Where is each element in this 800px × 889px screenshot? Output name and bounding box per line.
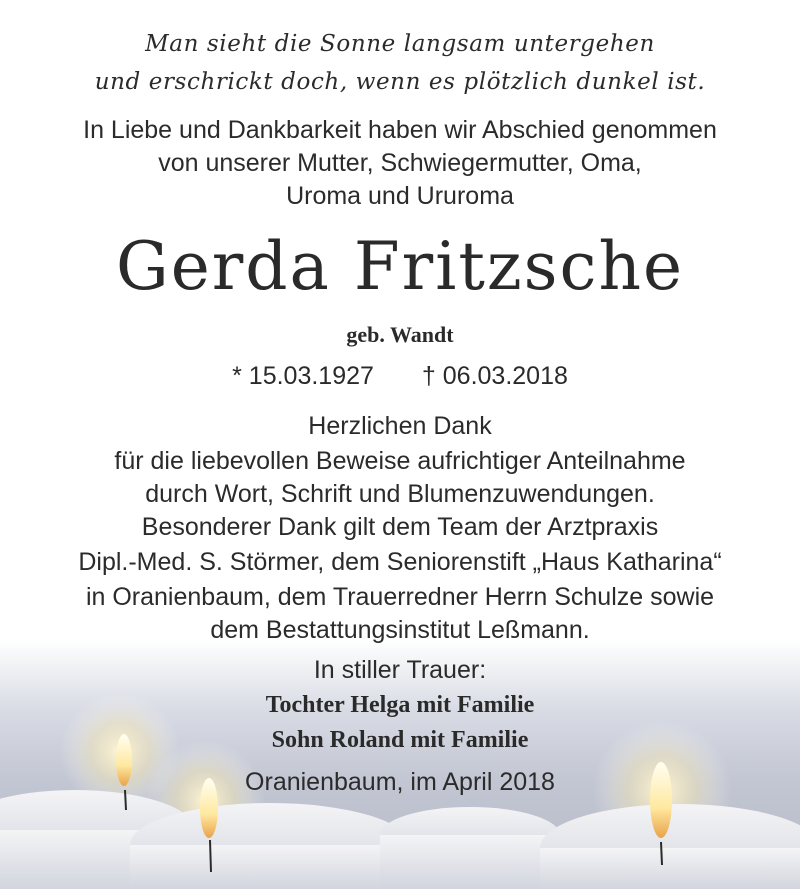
mourners-intro: In stiller Trauer: <box>313 656 487 684</box>
thanks-line: Dipl.-Med. S. Störmer, dem Seniorenstift „Haus Katharina“ <box>78 548 722 576</box>
birth-name: geb. Wandt <box>346 322 454 347</box>
deceased-name: Gerda Fritzsche <box>115 228 685 305</box>
intro-line: Uroma und Ururoma <box>286 182 514 210</box>
death-date: † 06.03.2018 <box>421 362 568 390</box>
thanks-line: in Oranienbaum, dem Trauerredner Herrn Schulze sowie <box>85 583 715 611</box>
mourner-line: Sohn Roland mit Familie <box>271 727 529 753</box>
thanks-line: für die liebevollen Beweise aufrichtiger Anteilnahme <box>114 447 686 475</box>
poem-line: Man sieht die Sonne langsam untergehen <box>145 31 655 57</box>
thanks-line: Herzlichen Dank <box>308 412 492 440</box>
thanks-line: dem Bestattungsinstitut Leßmann. <box>210 616 590 644</box>
thanks-line: durch Wort, Schrift und Blumenzuwendungen. <box>145 480 655 508</box>
thanks-line: Besonderer Dank gilt dem Team der Arztpraxis <box>141 513 659 541</box>
mourner-line: Tochter Helga mit Familie <box>265 692 535 718</box>
life-dates <box>0 362 800 391</box>
place-date: Oranienbaum, im April 2018 <box>245 768 555 796</box>
intro-line: In Liebe und Dankbarkeit haben wir Abschied genommen <box>83 116 717 144</box>
poem-line: und erschrickt doch, wenn es plötzlich dunkel ist. <box>94 69 706 95</box>
intro-line: von unserer Mutter, Schwiegermutter, Oma, <box>158 149 642 177</box>
birth-date: * 15.03.1927 <box>232 362 374 390</box>
